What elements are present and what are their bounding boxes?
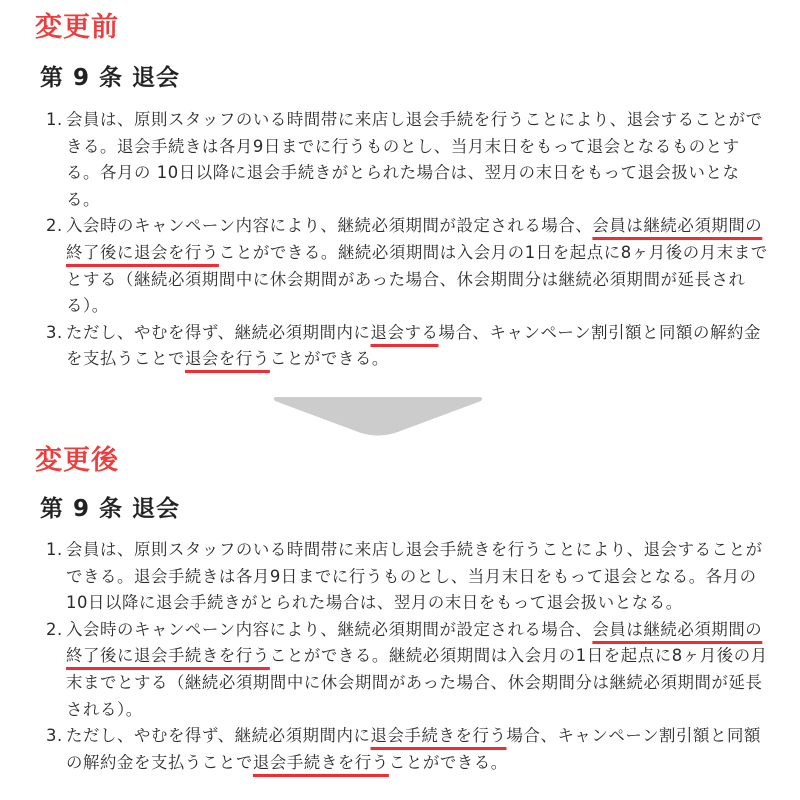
clause-line	[66, 134, 768, 161]
clause-text: 入会時のキャンペーン内容により、継続必須期間が設定される場合、	[66, 619, 593, 639]
clause-text: 10日以降に退会手続きがとられた場合は、翌月の末日をもって退会扱いとなる。	[66, 593, 683, 613]
highlighted-change-text: 終了後に退会手続きを行う	[66, 646, 270, 666]
clause-text: ことができる。	[269, 349, 389, 369]
clause-number: 1.	[46, 110, 63, 129]
clause-line	[66, 670, 768, 697]
clause-text: ただし、やむを得ず、継続必須期間内に	[66, 322, 371, 342]
down-arrow-icon	[273, 396, 483, 436]
highlighted-change-text: 退会する	[370, 322, 439, 342]
clause-text: る）。	[66, 296, 109, 316]
before-clause-list	[0, 107, 768, 373]
clause-text: ことができる。継続必須期間は入会月の1日を起点に8ヶ月後の月	[269, 646, 768, 666]
highlighted-change-text: 退会手続きを行う	[252, 752, 389, 772]
clause-number: 2.	[46, 619, 63, 639]
clause-text: とする（継続必須期間中に休会期間があった場合、休会期間分は継続必須期間が延長され	[66, 269, 746, 289]
clause-line	[66, 750, 768, 777]
clause-line	[66, 107, 768, 134]
clause-line	[66, 617, 768, 644]
clause-number: 3.	[46, 322, 63, 342]
clause-line	[66, 697, 768, 724]
clause-number: 1.	[46, 540, 63, 559]
clause-line	[66, 267, 768, 294]
clause-text: 場合、キャンペーン割引額と同額	[506, 726, 761, 746]
clause-line	[66, 293, 768, 320]
before-article-title: 第 9 条 退会	[40, 65, 181, 91]
clause-line	[66, 240, 768, 267]
clause-text: 会員は、原則スタッフのいる時間帯に来店し退会手続を行うことにより、退会することがで	[66, 110, 763, 129]
clause-item	[0, 213, 768, 319]
clause-line	[66, 723, 768, 750]
clause-text: される）。	[66, 699, 143, 719]
clause-text: 会員は、原則スタッフのいる時間帯に来店し退会手続きを行うことにより、退会することが	[66, 540, 763, 559]
after-clause-list	[0, 537, 768, 776]
clause-line	[66, 187, 768, 214]
clause-line	[66, 213, 768, 240]
clause-line	[66, 320, 768, 347]
highlighted-change-text: 会員は継続必須期間の	[592, 619, 763, 639]
clause-text: 末までとする（継続必須期間中に休会期間があった場合、休会期間分は継続必須期間が延長	[66, 672, 763, 692]
after-label: 変更後	[35, 445, 119, 476]
clause-text: 入会時のキャンペーン内容により、継続必須期間が設定される場合、	[66, 216, 593, 236]
clause-text: できる。退会手続きは各月9日までに行うものとし、当月末日をもって退会となる。各月の	[66, 566, 757, 586]
clause-line	[66, 160, 768, 187]
clause-number: 2.	[46, 216, 63, 236]
clause-text: ことができる。継続必須期間は入会月の1日を起点に8ヶ月後の月末まで	[218, 242, 768, 262]
highlighted-change-text: 会員は継続必須期間の	[592, 216, 763, 236]
clause-text: ただし、やむを得ず、継続必須期間内に	[66, 726, 371, 746]
after-article-title: 第 9 条 退会	[40, 496, 181, 522]
before-label: 変更前	[35, 12, 119, 43]
clause-item	[0, 320, 768, 373]
clause-line	[66, 537, 768, 564]
highlighted-change-text: 退会を行う	[184, 349, 270, 369]
clause-text: る。各月の 10日以降に退会手続きがとられた場合は、翌月の末日をもって退会扱いとな	[66, 163, 740, 183]
clause-line	[66, 564, 768, 591]
clause-item	[0, 107, 768, 213]
highlighted-change-text: 終了後に退会を行う	[66, 242, 219, 262]
clause-line	[66, 346, 768, 373]
clause-number: 3.	[46, 726, 63, 746]
clause-item	[0, 537, 768, 617]
clause-text: の解約金を支払うことで	[66, 752, 253, 772]
clause-item	[0, 723, 768, 776]
clause-text: ことができる。	[388, 752, 508, 772]
highlighted-change-text: 退会手続きを行う	[370, 726, 507, 746]
clause-text: る。	[66, 189, 100, 209]
clause-item	[0, 617, 768, 723]
clause-text: 場合、キャンペーン割引額と同額の解約金	[438, 322, 761, 342]
clause-text: きる。退会手続きは各月9日までに行うものとし、当月末日をもって退会となるものとす	[66, 136, 740, 156]
clause-line	[66, 643, 768, 670]
clause-line	[66, 590, 768, 617]
clause-text: を支払うことで	[66, 349, 185, 369]
